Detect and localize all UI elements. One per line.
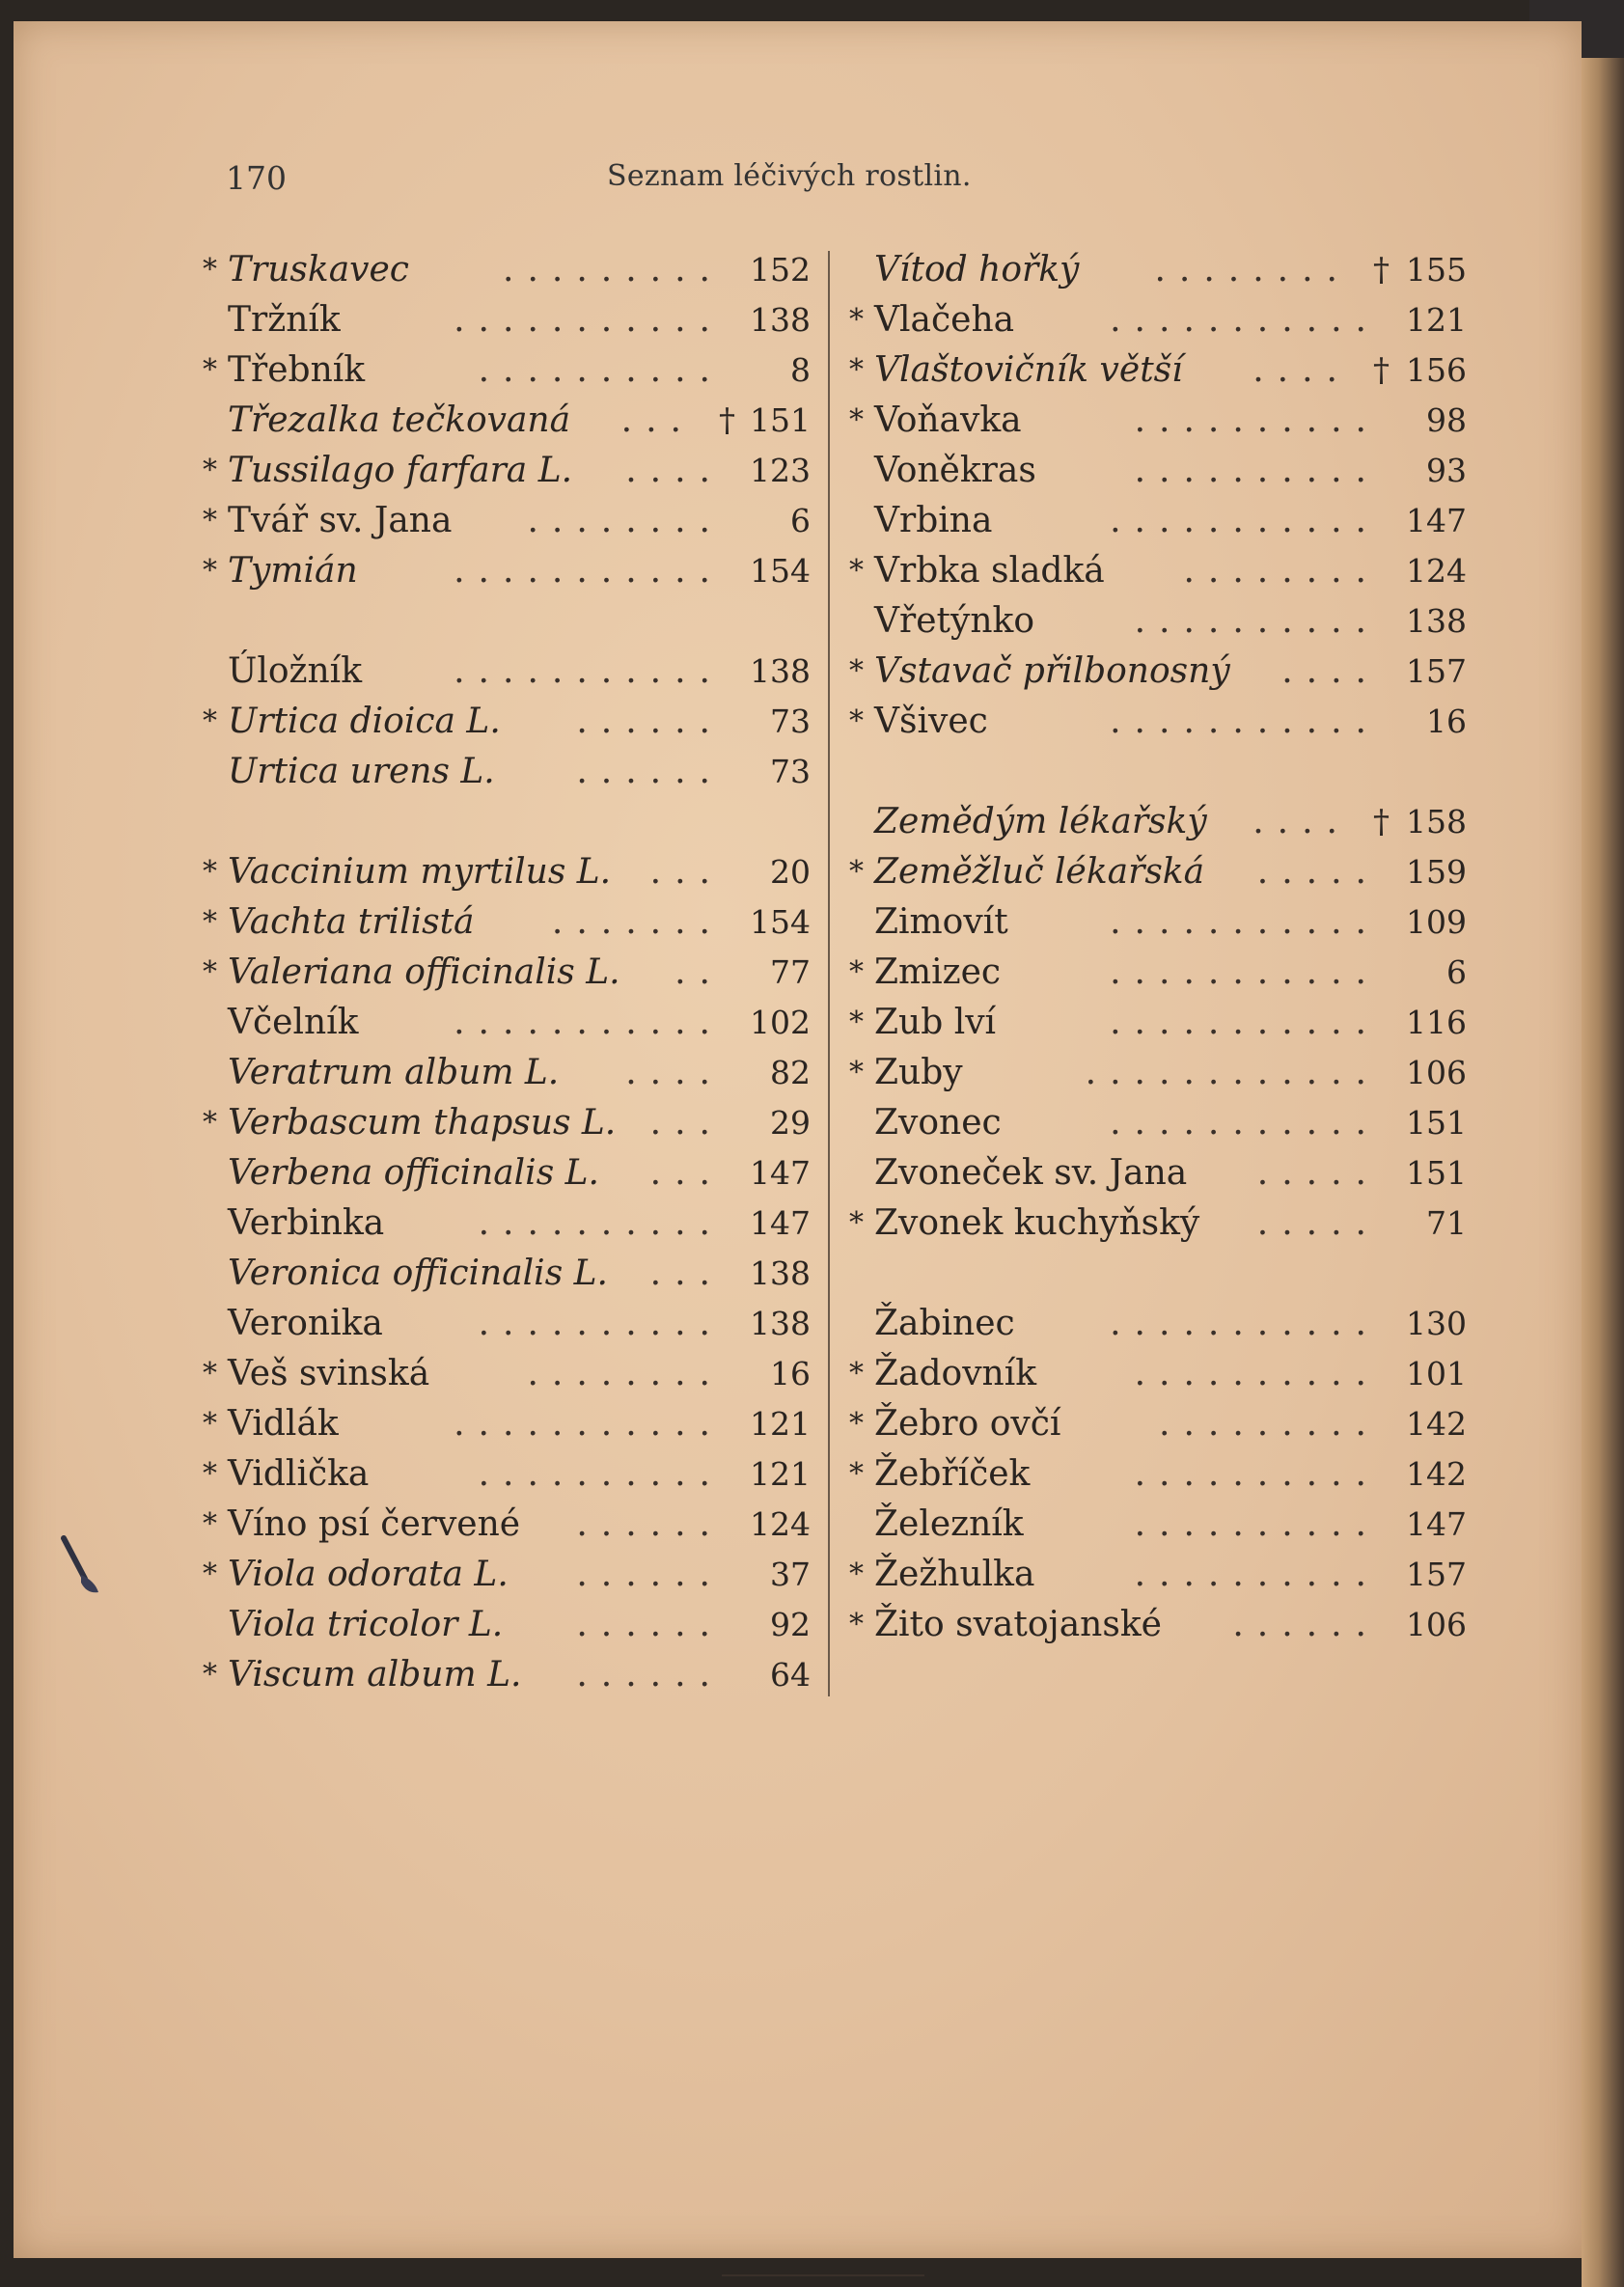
- asterisk-marker: *: [203, 1106, 217, 1140]
- plant-name: Vachta trilistá: [228, 902, 475, 942]
- page-reference: 130: [1406, 1305, 1467, 1342]
- page-reference: 64: [770, 1656, 811, 1694]
- index-entry: [203, 647, 811, 697]
- page-reference: 151: [1406, 1154, 1467, 1192]
- index-entry: [203, 245, 811, 295]
- index-entry: [849, 1148, 1467, 1199]
- plant-name: Žabinec: [874, 1304, 1015, 1343]
- asterisk-marker: *: [849, 654, 864, 688]
- dagger-marker: †: [1373, 351, 1390, 390]
- asterisk-marker: *: [203, 1557, 217, 1591]
- plant-name: Včelník: [228, 1003, 359, 1042]
- index-entry: [849, 1098, 1467, 1148]
- page-reference: 37: [770, 1556, 811, 1593]
- index-entry: [203, 1349, 811, 1399]
- asterisk-marker: *: [203, 454, 217, 487]
- page-reference: 16: [770, 1355, 811, 1392]
- index-entry: [203, 1550, 811, 1600]
- index-entry: [849, 998, 1467, 1048]
- asterisk-marker: *: [203, 1457, 217, 1491]
- leader-dots: .....: [1256, 1153, 1380, 1193]
- plant-name: Vidlička: [228, 1454, 370, 1494]
- asterisk-marker: *: [849, 855, 864, 889]
- leader-dots: ..: [674, 952, 724, 992]
- plant-name: Tržník: [228, 300, 341, 340]
- index-entry: [849, 546, 1467, 596]
- page-reference: 98: [1426, 401, 1467, 439]
- plant-name: Zvonek kuchyňský: [874, 1203, 1200, 1243]
- asterisk-marker: *: [849, 1557, 864, 1591]
- section-gap: [203, 797, 811, 847]
- plant-name: Voňavka: [874, 400, 1022, 440]
- leader-dots: ...........: [454, 1003, 724, 1042]
- leader-dots: .....: [1256, 1203, 1380, 1243]
- index-entry: [849, 1500, 1467, 1550]
- leader-dots: ...: [649, 1153, 724, 1193]
- index-column-left: [203, 245, 811, 1700]
- asterisk-marker: *: [203, 955, 217, 989]
- page-reference: 138: [750, 301, 811, 339]
- page-reference: 29: [770, 1104, 811, 1142]
- plant-name: Vítod hořký: [874, 250, 1080, 289]
- page-reference: 147: [750, 1154, 811, 1192]
- page-reference: 20: [770, 853, 811, 891]
- page-reference: 147: [750, 1204, 811, 1242]
- plant-name: Veratrum album L.: [228, 1053, 560, 1092]
- page-header: [14, 159, 1582, 198]
- index-entry: [849, 446, 1467, 496]
- plant-name: Žadovník: [874, 1354, 1037, 1393]
- page-reference: 138: [750, 1254, 811, 1292]
- leader-dots: ............: [1085, 1053, 1380, 1092]
- page-reference: 121: [750, 1455, 811, 1493]
- plant-name: Vlačeha: [874, 300, 1015, 340]
- asterisk-marker: *: [849, 1407, 864, 1441]
- index-entry: [849, 1600, 1467, 1650]
- leader-dots: ..........: [478, 1203, 724, 1243]
- leader-dots: .........: [1159, 1404, 1380, 1444]
- page-reference: 138: [1406, 602, 1467, 640]
- index-entry: [849, 1299, 1467, 1349]
- page-reference: 8: [790, 351, 811, 389]
- book-binding-edge: [1582, 0, 1624, 2287]
- leader-dots: ....: [625, 1053, 724, 1092]
- page-reference: 121: [750, 1405, 811, 1443]
- index-entry: [203, 948, 811, 998]
- page-number: 170: [226, 159, 287, 197]
- plant-name: Veronika: [228, 1304, 383, 1343]
- index-entry: [203, 295, 811, 345]
- asterisk-marker: *: [849, 554, 864, 588]
- page-reference: 123: [750, 452, 811, 489]
- leader-dots: ..........: [1134, 1555, 1380, 1594]
- asterisk-marker: *: [849, 303, 864, 337]
- asterisk-marker: *: [203, 1357, 217, 1391]
- asterisk-marker: *: [849, 353, 864, 387]
- dagger-marker: †: [719, 401, 735, 440]
- leader-dots: ...: [649, 1254, 724, 1293]
- plant-name: Urtica urens L.: [228, 752, 495, 791]
- plant-name: Žežhulka: [874, 1555, 1035, 1594]
- asterisk-marker: *: [203, 1407, 217, 1441]
- index-entry: [203, 345, 811, 396]
- index-entry: [849, 647, 1467, 697]
- leader-dots: ...........: [1110, 501, 1380, 540]
- index-entry: [849, 245, 1467, 295]
- leader-dots: ........: [1154, 250, 1351, 289]
- plant-name: Tvář sv. Jana: [228, 501, 453, 540]
- dagger-marker: †: [1373, 803, 1390, 841]
- leader-dots: ......: [576, 702, 724, 741]
- plant-name: Úložník: [228, 651, 363, 691]
- leader-dots: ...........: [454, 551, 724, 591]
- index-entry: [849, 295, 1467, 345]
- index-entry: [849, 596, 1467, 647]
- plant-name: Viola tricolor L.: [228, 1605, 504, 1644]
- page-reference: 154: [750, 552, 811, 590]
- plant-name: Vstavač přilbonosný: [874, 651, 1230, 691]
- page-reference: 151: [1406, 1104, 1467, 1142]
- leader-dots: ...: [649, 1103, 724, 1143]
- asterisk-marker: *: [849, 1608, 864, 1641]
- asterisk-marker: *: [203, 855, 217, 889]
- leader-dots: .......: [551, 902, 724, 942]
- asterisk-marker: *: [203, 554, 217, 588]
- leader-dots: ....: [1281, 651, 1380, 691]
- page-reference: 138: [750, 652, 811, 690]
- section-gap: [849, 747, 1467, 797]
- asterisk-marker: *: [203, 704, 217, 738]
- plant-name: Všivec: [874, 702, 988, 741]
- page-reference: 142: [1406, 1455, 1467, 1493]
- section-gap: [849, 1249, 1467, 1299]
- leader-dots: ....: [1252, 802, 1351, 841]
- page-reference: 116: [1406, 1004, 1467, 1041]
- plant-name: Vrbka sladká: [874, 551, 1105, 591]
- leader-dots: ...........: [454, 300, 724, 340]
- leader-dots: ......: [576, 1605, 724, 1644]
- leader-dots: ..........: [1134, 451, 1380, 490]
- asterisk-marker: *: [849, 1357, 864, 1391]
- index-entry: [203, 1650, 811, 1700]
- page-reference: 106: [1406, 1054, 1467, 1091]
- leader-dots: ....: [1252, 350, 1351, 390]
- page-reference: 124: [1406, 552, 1467, 590]
- plant-name: Zuby: [874, 1053, 963, 1092]
- index-entry: [849, 697, 1467, 747]
- page-reference: 106: [1406, 1606, 1467, 1643]
- page-reference: 151: [750, 401, 811, 439]
- plant-name: Třezalka tečkovaná: [228, 400, 571, 440]
- leader-dots: ......: [576, 1504, 724, 1544]
- plant-name: Viscum album L.: [228, 1655, 522, 1695]
- leader-dots: ..........: [1134, 1504, 1380, 1544]
- plant-name: Zub lví: [874, 1003, 997, 1042]
- leader-dots: ..........: [478, 1304, 724, 1343]
- asterisk-marker: *: [203, 905, 217, 939]
- leader-dots: ..........: [1134, 1454, 1380, 1494]
- index-entry: [849, 1349, 1467, 1399]
- index-entry: [849, 797, 1467, 847]
- leader-dots: ...........: [1110, 1003, 1380, 1042]
- index-entry: [849, 1399, 1467, 1449]
- plant-name: Žebro ovčí: [874, 1404, 1061, 1444]
- section-gap: [203, 596, 811, 647]
- leader-dots: ..........: [478, 350, 724, 390]
- asterisk-marker: *: [849, 704, 864, 738]
- index-entry: [203, 1449, 811, 1500]
- page-reference: 157: [1406, 652, 1467, 690]
- page-reference: 147: [1406, 1505, 1467, 1543]
- index-entry: [849, 345, 1467, 396]
- plant-name: Vaccinium myrtilus L.: [228, 852, 612, 892]
- page-reference: 156: [1406, 351, 1467, 389]
- index-entry: [849, 1048, 1467, 1098]
- asterisk-marker: *: [849, 1206, 864, 1240]
- plant-name: Zvonec: [874, 1103, 1002, 1143]
- leader-dots: ......: [576, 1655, 724, 1695]
- plant-name: Víno psí červené: [228, 1504, 521, 1544]
- index-entry: [203, 697, 811, 747]
- plant-name: Zmizec: [874, 952, 1002, 992]
- index-entry: [203, 1098, 811, 1148]
- index-entry: [203, 1600, 811, 1650]
- page-reference: 73: [770, 753, 811, 790]
- plant-name: Tymián: [228, 551, 358, 591]
- plant-name: Zemědým lékařský: [874, 802, 1207, 841]
- index-entry: [849, 1449, 1467, 1500]
- leader-dots: ...........: [454, 651, 724, 691]
- asterisk-marker: *: [203, 1507, 217, 1541]
- leader-dots: ..........: [1134, 601, 1380, 641]
- page-reference: 109: [1406, 903, 1467, 941]
- page-reference: 158: [1406, 803, 1467, 840]
- page-reference: 124: [750, 1505, 811, 1543]
- asterisk-marker: *: [849, 1056, 864, 1089]
- index-entry: [203, 1399, 811, 1449]
- running-title: Seznam léčivých rostlin.: [607, 159, 972, 193]
- page-reference: 93: [1426, 452, 1467, 489]
- leader-dots: ...: [620, 400, 695, 440]
- index-entry: [849, 847, 1467, 897]
- leader-dots: ....: [625, 451, 724, 490]
- plant-name: Voněkras: [874, 451, 1036, 490]
- page-reference: 159: [1406, 853, 1467, 891]
- leader-dots: ........: [527, 1354, 724, 1393]
- page-reference: 157: [1406, 1556, 1467, 1593]
- page-reference: 6: [1446, 953, 1467, 991]
- plant-name: Truskavec: [228, 250, 409, 289]
- plant-name: Třebník: [228, 350, 366, 390]
- leader-dots: ......: [576, 752, 724, 791]
- index-entry: [203, 546, 811, 596]
- leader-dots: ...........: [454, 1404, 724, 1444]
- leader-dots: ..........: [1134, 1354, 1380, 1393]
- plant-name: Viola odorata L.: [228, 1555, 509, 1594]
- plant-name: Žebříček: [874, 1454, 1031, 1494]
- end-rule: [722, 2274, 924, 2276]
- leader-dots: .....: [1256, 852, 1380, 892]
- index-entry: [849, 897, 1467, 948]
- page-reference: 152: [750, 251, 811, 289]
- pen-mark-icon: [56, 1532, 114, 1600]
- leader-dots: ........: [527, 501, 724, 540]
- plant-name: Verbascum thapsus L.: [228, 1103, 617, 1143]
- index-entry: [203, 897, 811, 948]
- leader-dots: ...........: [1110, 702, 1380, 741]
- index-entry: [203, 396, 811, 446]
- index-entry: [203, 847, 811, 897]
- column-divider: [828, 251, 830, 1696]
- page-reference: 92: [770, 1606, 811, 1643]
- page-reference: 77: [770, 953, 811, 991]
- plant-name: Zvoneček sv. Jana: [874, 1153, 1188, 1193]
- index-entry: [203, 747, 811, 797]
- page-reference: 71: [1426, 1204, 1467, 1242]
- index-entry: [849, 948, 1467, 998]
- leader-dots: .........: [503, 250, 724, 289]
- page-reference: 154: [750, 903, 811, 941]
- plant-name: Verbena officinalis L.: [228, 1153, 599, 1193]
- page-reference: 6: [790, 502, 811, 539]
- page-reference: 16: [1426, 703, 1467, 740]
- index-entry: [203, 496, 811, 546]
- leader-dots: ...........: [1110, 1103, 1380, 1143]
- index-entry: [203, 998, 811, 1048]
- page-reference: 121: [1406, 301, 1467, 339]
- plant-name: Verbinka: [228, 1203, 385, 1243]
- leader-dots: ...: [649, 852, 724, 892]
- page-reference: 101: [1406, 1355, 1467, 1392]
- leader-dots: ...........: [1110, 902, 1380, 942]
- plant-name: Zimovít: [874, 902, 1008, 942]
- asterisk-marker: *: [203, 353, 217, 387]
- asterisk-marker: *: [849, 403, 864, 437]
- asterisk-marker: *: [203, 253, 217, 287]
- plant-name: Vlaštovičník větší: [874, 350, 1183, 390]
- plant-name: Veronica officinalis L.: [228, 1254, 608, 1293]
- index-entry: [203, 1048, 811, 1098]
- page-reference: 102: [750, 1004, 811, 1041]
- index-entry: [849, 496, 1467, 546]
- plant-name: Žito svatojanské: [874, 1605, 1162, 1644]
- index-entry: [849, 396, 1467, 446]
- dagger-marker: †: [1373, 251, 1390, 289]
- leader-dots: ..........: [478, 1454, 724, 1494]
- index-entry: [849, 1199, 1467, 1249]
- index-entry: [203, 446, 811, 496]
- leader-dots: ........: [1183, 551, 1380, 591]
- plant-name: Tussilago farfara L.: [228, 451, 573, 490]
- index-column-right: [849, 245, 1467, 1650]
- index-entry: [849, 1550, 1467, 1600]
- plant-name: Vrbina: [874, 501, 993, 540]
- plant-name: Vidlák: [228, 1404, 339, 1444]
- leader-dots: ...........: [1110, 952, 1380, 992]
- leader-dots: ...........: [1110, 300, 1380, 340]
- plant-name: Veš svinská: [228, 1354, 430, 1393]
- asterisk-marker: *: [849, 1006, 864, 1039]
- plant-name: Urtica dioica L.: [228, 702, 501, 741]
- page-reference: 82: [770, 1054, 811, 1091]
- asterisk-marker: *: [849, 955, 864, 989]
- asterisk-marker: *: [203, 504, 217, 537]
- index-entry: [203, 1500, 811, 1550]
- leader-dots: ...........: [1110, 1304, 1380, 1343]
- plant-name: Zeměžluč lékařská: [874, 852, 1205, 892]
- page-reference: 73: [770, 703, 811, 740]
- page-reference: 138: [750, 1305, 811, 1342]
- plant-name: Valeriana officinalis L.: [228, 952, 620, 992]
- asterisk-marker: *: [203, 1658, 217, 1692]
- page-reference: 142: [1406, 1405, 1467, 1443]
- index-entry: [203, 1299, 811, 1349]
- page-reference: 147: [1406, 502, 1467, 539]
- asterisk-marker: *: [849, 1457, 864, 1491]
- leader-dots: ......: [576, 1555, 724, 1594]
- index-entry: [203, 1249, 811, 1299]
- index-entry: [203, 1199, 811, 1249]
- plant-name: Železník: [874, 1504, 1024, 1544]
- index-entry: [203, 1148, 811, 1199]
- page-reference: 155: [1406, 251, 1467, 289]
- plant-name: Vřetýnko: [874, 601, 1034, 641]
- leader-dots: ..........: [1134, 400, 1380, 440]
- leader-dots: ......: [1232, 1605, 1380, 1644]
- book-page: [14, 21, 1582, 2258]
